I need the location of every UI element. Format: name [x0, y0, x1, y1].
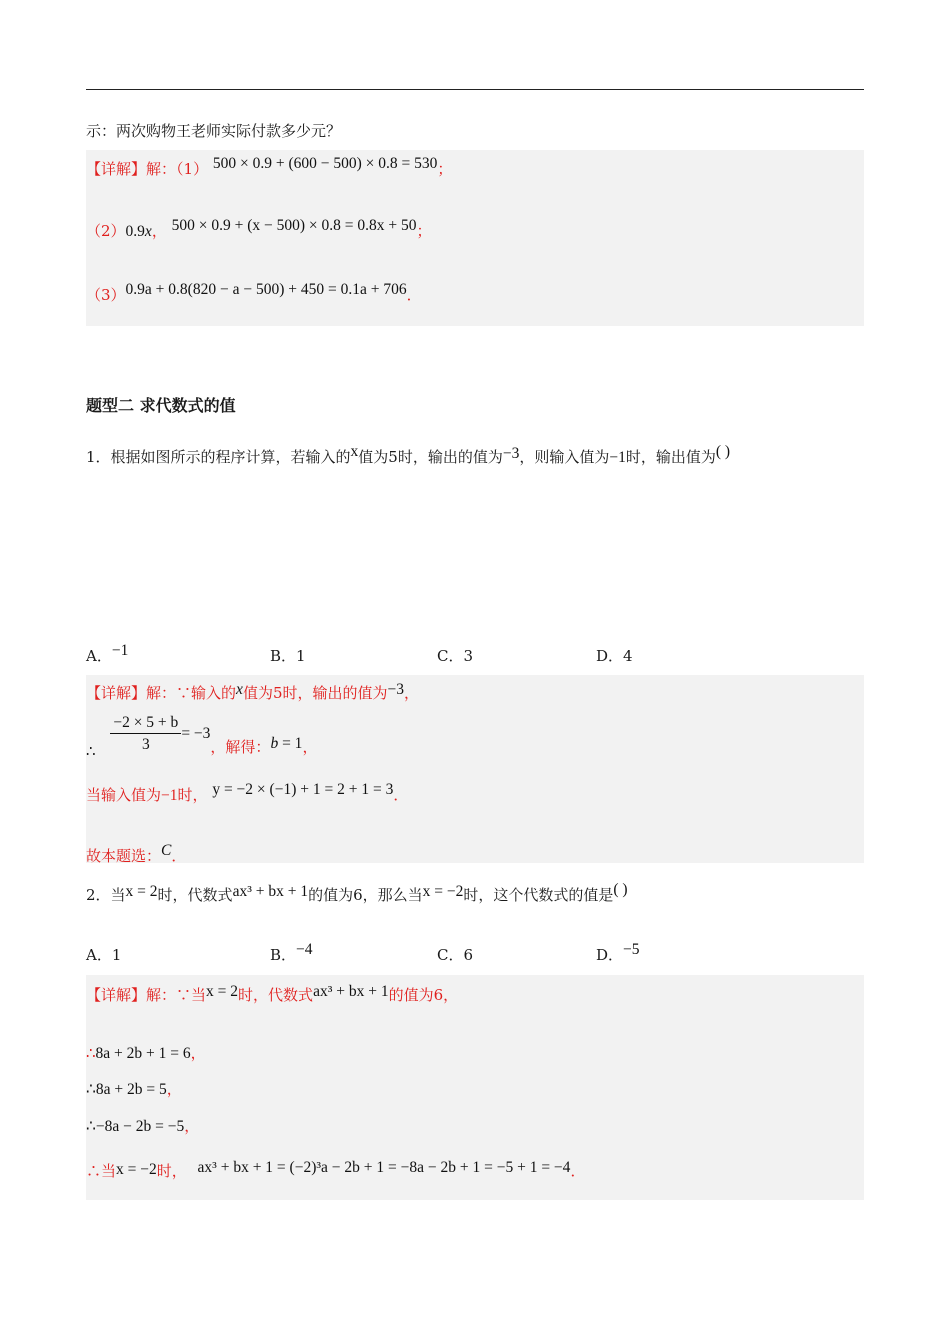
q2-solution-line3: ∴8a + 2b = 5， — [86, 1080, 182, 1098]
q1-option-c[interactable]: C．3 — [437, 647, 474, 665]
question-1-stem: 1．根据如图所示的程序计算，若输入的x值为5时，输出的值为−3，则输入值为−1时，输出值为( ) — [86, 443, 731, 466]
q1-solution-line2: ∴ $\frac{-2 \times 5 + b}{3}$ = −3，解得：b = 1， — [86, 714, 318, 760]
q1-option-a[interactable]: A．−1 — [86, 642, 129, 665]
equation: 0.9x — [125, 223, 152, 240]
header-rule — [86, 89, 864, 90]
q2-option-b[interactable]: B．−4 — [270, 941, 313, 964]
prev-solution-line3: （3）0.9a + 0.8(820 − a − 500) + 450 = 0.1a + 706． — [86, 281, 422, 304]
q2-option-d[interactable]: D．−5 — [596, 941, 640, 964]
q2-solution-line5: ∴当x = −2时， ax³ + bx + 1 = (−2)³a − 2b + 1 = −8a − 2b + 1 = −5 + 1 = −4． — [86, 1159, 586, 1180]
q2-solution-line1: 【详解】解：∵当x = 2时，代数式ax³ + bx + 1的值为6， — [86, 983, 459, 1004]
q2-option-a[interactable]: A．1 — [86, 946, 122, 964]
q1-solution-box — [86, 675, 864, 863]
q2-solution-line4: ∴−8a − 2b = −5， — [86, 1117, 200, 1135]
prev-question-tail: 示：两次购物王老师实际付款多少元？ — [86, 122, 342, 140]
q1-solution-line3: 当输入值为−1时， y = −2 × (−1) + 1 = 2 + 1 = 3． — [86, 781, 409, 804]
prev-solution-line1: 【详解】解：（1） 500 × 0.9 + (600 − 500) × 0.8 = 530； — [86, 155, 453, 178]
equation: y = −2 × (−1) + 1 = 2 + 1 = 3 — [212, 781, 394, 798]
fraction: $\frac{-2 \times 5 + b}{3}$ — [110, 714, 181, 754]
q1-solution-answer: 故本题选：C． — [86, 842, 187, 865]
equation: 500 × 0.9 + (x − 500) × 0.8 = 0.8x + 50 — [171, 217, 417, 234]
equation: ax³ + bx + 1 = (−2)³a − 2b + 1 = −8a − 2b + 1 = −5 + 1 = −4 — [197, 1159, 571, 1176]
equation: 500 × 0.9 + (600 − 500) × 0.8 = 530 — [212, 155, 438, 172]
section-title: 题型二 求代数式的值 — [86, 396, 236, 415]
q1-option-d[interactable]: D．4 — [596, 647, 633, 665]
q1-option-b[interactable]: B．1 — [270, 647, 306, 665]
equation: 0.9a + 0.8(820 − a − 500) + 450 = 0.1a + 706 — [125, 281, 407, 298]
question-2-stem: 2．当x = 2时，代数式ax³ + bx + 1的值为6，那么当x = −2时，这个代数式的值是( ) — [86, 881, 628, 904]
prev-solution-line2: （2）0.9x， 500 × 0.9 + (x − 500) × 0.8 = 0.8x + 50； — [86, 217, 432, 240]
q2-solution-line2: ∴8a + 2b + 1 = 6， — [86, 1044, 206, 1062]
q1-solution-line1: 【详解】解：∵输入的x值为5时，输出的值为−3， — [86, 681, 419, 702]
q2-option-c[interactable]: C．6 — [437, 946, 474, 964]
detail-tag: 【详解】 — [86, 160, 147, 178]
